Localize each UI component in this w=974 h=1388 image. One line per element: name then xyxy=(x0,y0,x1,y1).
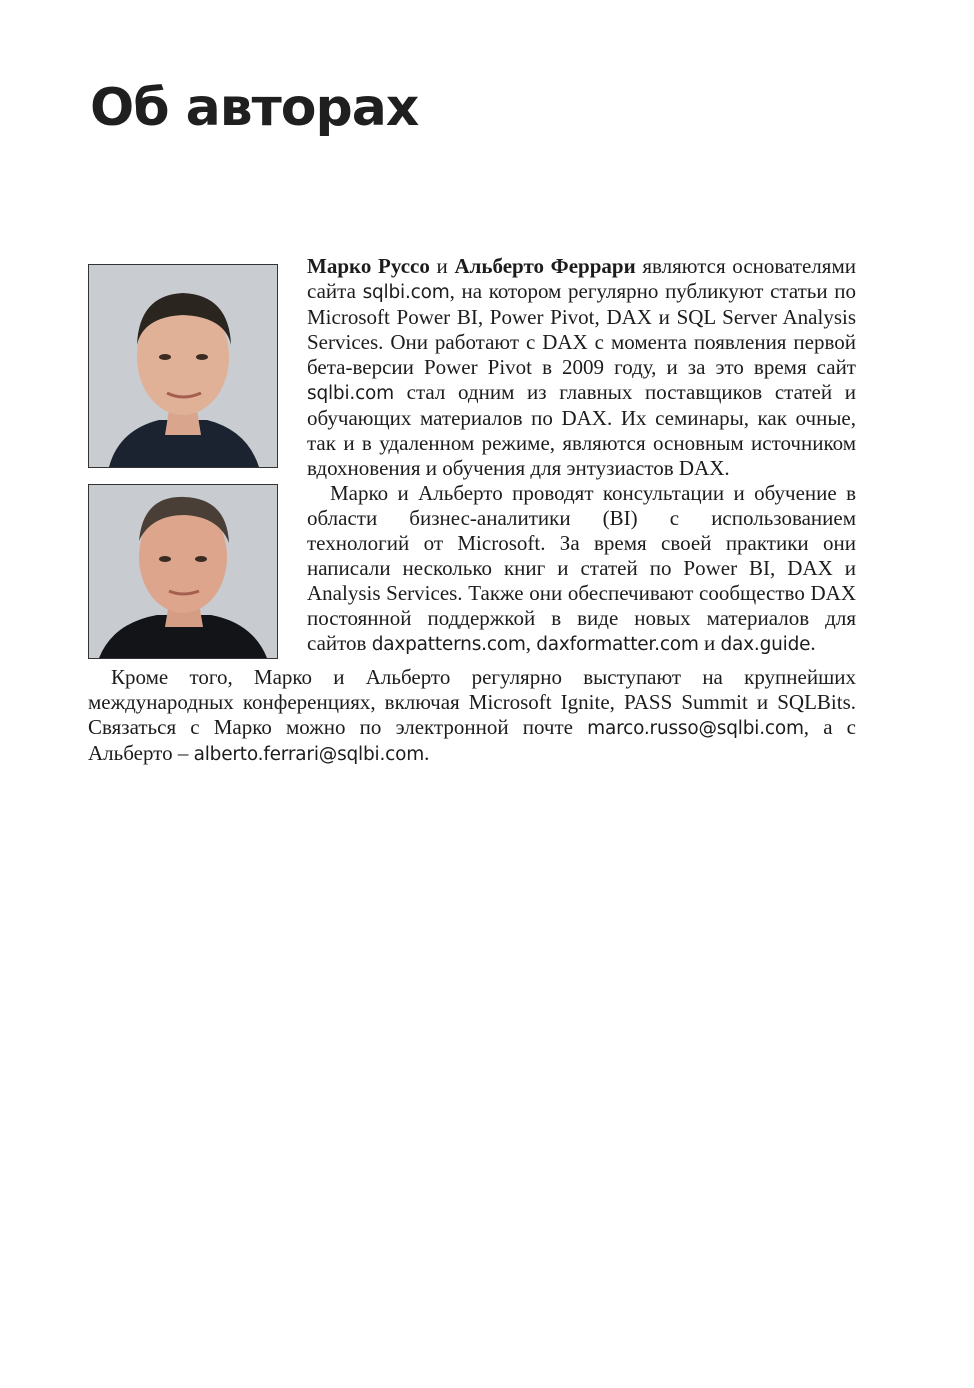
paragraph-2-end: . xyxy=(810,631,816,655)
site-link-daxpatterns[interactable]: daxpatterns.com xyxy=(371,634,526,655)
paragraph-1-text-a: являются основателями сайта xyxy=(307,254,856,303)
author-photo-2 xyxy=(88,484,276,659)
paragraph-3-text-a: Кроме того, Марко и Альберто регулярно выступают на крупнейших международных конференциях, включая Microsoft Ignite, PASS Summit и SQLBits. Связаться с Марко можно по электронной почте xyxy=(88,665,856,739)
author-photo-1 xyxy=(88,264,276,468)
alberto-ferrari-portrait xyxy=(88,484,278,659)
site-link-sqlbi[interactable]: sqlbi.com xyxy=(362,282,450,303)
site-link-daxguide[interactable]: dax.guide xyxy=(720,634,811,655)
paragraph-3-text-b: , а с Альберто – xyxy=(88,715,856,765)
author-name-2: Альберто Феррари xyxy=(454,254,636,278)
paragraph-3-end: . xyxy=(424,741,430,765)
marco-russo-portrait xyxy=(88,264,278,468)
page-title: Об авторах xyxy=(90,78,419,138)
paragraph-2-text: Марко и Альберто проводят консультации и обучение в области бизнес-аналитики (BI) с использованием технологий от Microsoft. За время своей практики они написали несколько книг и статей по Power BI, DAX и Analysis Services. Также они обеспечивают сообщество DAX постоянной поддержкой в виде новых материалов для сайтов xyxy=(307,481,856,655)
paragraph-1-text-b: , на котором регулярно публикуют статьи по Microsoft Power BI, Power Pivot, DAX и SQL Server Analysis Services. Они работают с DAX с момента появления первой бета-версии Power Pivot в 2009 году, и за это время сайт xyxy=(307,279,856,379)
site-link-sqlbi-2[interactable]: sqlbi.com xyxy=(307,383,394,404)
separator: , xyxy=(525,631,537,655)
site-link-daxformatter[interactable]: daxformatter.com xyxy=(536,634,699,655)
paragraph-3 xyxy=(88,665,856,767)
author-name-1: Марко Руссо xyxy=(307,254,430,278)
paragraph-1-text-c: стал одним из главных поставщиков статей и обучающих материалов по DAX. Их семинары, как очные, так и в удаленном режиме, являются основным источником вдохновения и обучения для энтузиастов DAX. xyxy=(307,380,856,480)
conjunction: и xyxy=(429,254,455,278)
email-link-marco[interactable]: marco.russo@sqlbi.com xyxy=(587,718,804,739)
email-link-alberto[interactable]: alberto.ferrari@sqlbi.com xyxy=(193,744,425,765)
body-text xyxy=(88,254,856,767)
conjunction-2: и xyxy=(698,631,721,655)
